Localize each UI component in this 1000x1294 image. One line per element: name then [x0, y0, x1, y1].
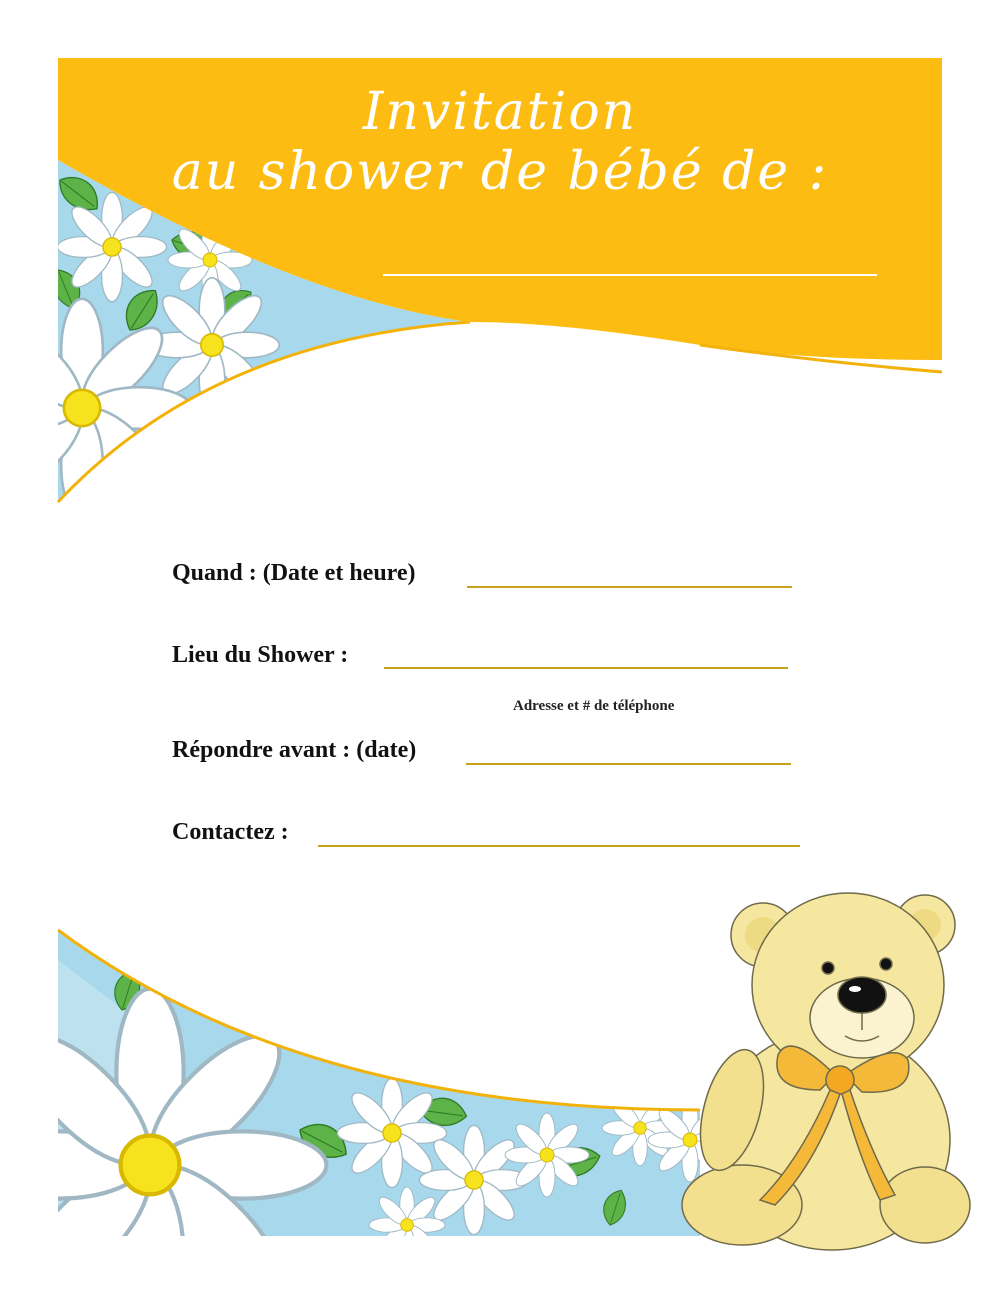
location-note: Adresse et # de téléphone: [513, 698, 675, 714]
invitation-title-line1: Invitation: [362, 82, 638, 142]
rsvp-label: Répondre avant : (date): [172, 737, 417, 763]
location-blank[interactable]: [384, 667, 788, 669]
when-blank[interactable]: [467, 586, 792, 588]
honoree-name-blank[interactable]: [383, 274, 877, 276]
contact-label: Contactez :: [172, 819, 289, 845]
location-label: Lieu du Shower :: [172, 642, 349, 668]
teddy-bear-icon: [682, 893, 970, 1250]
rsvp-blank[interactable]: [466, 763, 791, 765]
contact-blank[interactable]: [318, 845, 800, 847]
when-label: Quand : (Date et heure): [172, 560, 416, 586]
invitation-title-line2: au shower de bébé de :: [171, 142, 829, 202]
bottom-floral-band: [0, 930, 732, 1294]
